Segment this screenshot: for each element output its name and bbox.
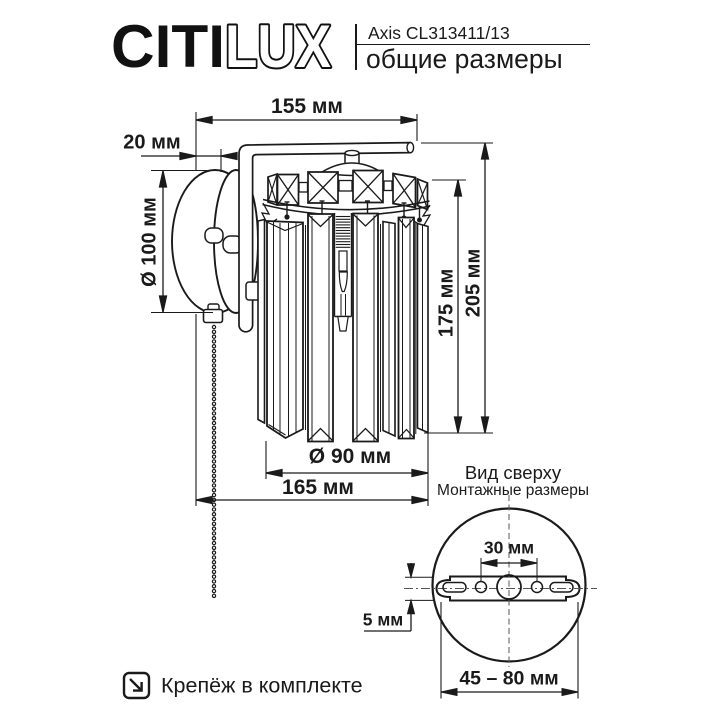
fasteners-included-note: Крепёж в комплекте [161, 673, 363, 698]
crystal-shade [258, 150, 430, 441]
bulb-assembly [335, 213, 352, 331]
top-view-subtitle: Монтажные размеры [436, 482, 590, 499]
dim-total-height-label: 205 мм [462, 248, 485, 318]
model-number: Axis CL313411/13 [368, 23, 510, 43]
dim-hole-spacing-label: 30 мм [483, 537, 535, 558]
dim-shade-height-label: 175 мм [435, 268, 458, 338]
dim-mounting-range-label: 45 – 80 мм [459, 667, 559, 690]
dim-plate-width-label: 5 мм [362, 609, 404, 630]
dim-total-depth-label: 165 мм [282, 476, 354, 499]
arrow-into-box-icon [121, 669, 153, 701]
brand-solid-text: CITI [111, 17, 225, 73]
drawing-subtitle: общие размеры [366, 44, 563, 74]
dim-base-diameter-label: Ø 100 мм [138, 197, 161, 287]
dim-wall-offset-label: 20 мм [123, 131, 181, 154]
top-view-title: Вид сверху [464, 462, 562, 483]
brand-outline-text: LUX [225, 17, 331, 73]
pull-chain-switch [204, 304, 223, 596]
dim-arm-length-label: 155 мм [271, 95, 343, 118]
dim-shade-diameter-label: Ø 90 мм [308, 445, 392, 468]
